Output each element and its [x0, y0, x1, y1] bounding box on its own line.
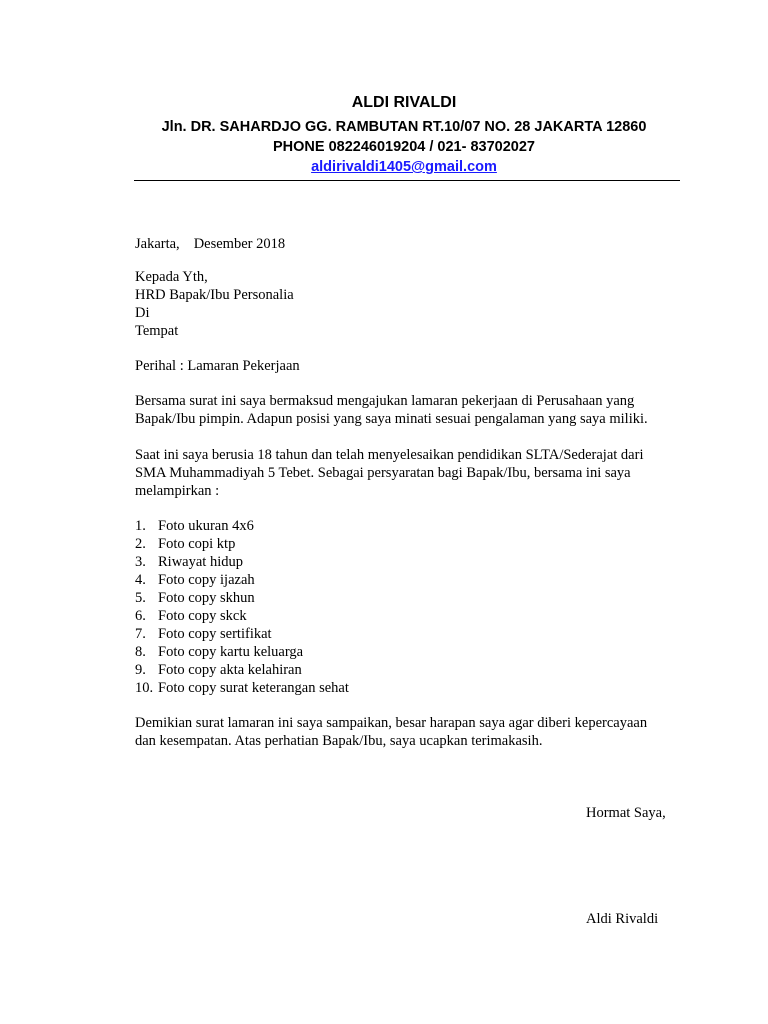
list-text: Foto copy kartu keluarga [158, 644, 304, 660]
list-text: Foto copy ijazah [158, 572, 255, 588]
recipient-line: Di [135, 305, 150, 321]
list-text: Foto copy sertifikat [158, 626, 272, 642]
paragraph-line: Bapak/Ibu pimpin. Adapun posisi yang saya minati sesuai pengalaman yang saya miliki. [135, 411, 648, 427]
recipient-line: Tempat [135, 323, 179, 339]
list-number: 5. [135, 590, 146, 606]
paragraph-line: Demikian surat lamaran ini saya sampaikan, besar harapan saya agar diberi kepercayaan [135, 715, 648, 731]
list-number: 6. [135, 608, 146, 624]
list-number: 9. [135, 662, 146, 678]
paragraph-line: melampirkan : [135, 483, 220, 499]
subject-line: Perihal : Lamaran Pekerjaan [135, 358, 300, 374]
closing-greeting: Hormat Saya, [586, 805, 666, 821]
letter-date-value: Desember 2018 [193, 236, 286, 252]
paragraph-background [135, 446, 680, 500]
list-item [135, 571, 680, 589]
list-item [135, 625, 680, 643]
list-text: Foto ukuran 4x6 [158, 518, 254, 534]
recipient-block [135, 268, 680, 340]
recipient-line: HRD Bapak/Ibu Personalia [135, 287, 294, 303]
list-number: 8. [135, 644, 146, 660]
list-text: Foto copy skck [158, 608, 247, 624]
list-text: Foto copy surat keterangan sehat [158, 680, 349, 696]
paragraph-line: dan kesempatan. Atas perhatian Bapak/Ibu, saya ucapkan terimakasih. [135, 733, 543, 749]
recipient-line: Kepada Yth, [135, 269, 208, 285]
list-item [135, 535, 680, 553]
list-text: Foto copy akta kelahiran [158, 662, 302, 678]
header-divider [134, 180, 680, 181]
sender-address: Jln. DR. SAHARDJO GG. RAMBUTAN RT.10/07 NO. 28 JAKARTA 12860 [161, 119, 647, 135]
sender-email-link[interactable]: aldirivaldi1405@gmail.com [311, 159, 497, 175]
list-text: Foto copy skhun [158, 590, 255, 606]
sender-name: ALDI RIVALDI [351, 94, 457, 111]
list-item [135, 589, 680, 607]
sender-phone: PHONE 082246019204 / 021- 83702027 [272, 139, 535, 155]
letter-subject [135, 357, 680, 375]
list-item [135, 643, 680, 661]
list-item [135, 679, 680, 697]
paragraph-closing [135, 714, 680, 750]
list-item [135, 607, 680, 625]
list-item [135, 553, 680, 571]
paragraph-line: SMA Muhammadiyah 5 Tebet. Sebagai persyaratan bagi Bapak/Ibu, bersama ini saya [135, 465, 631, 481]
list-number: 1. [135, 518, 146, 534]
paragraph-line: Bersama surat ini saya bermaksud mengajukan lamaran pekerjaan di Perusahaan yang [135, 393, 635, 409]
list-item [135, 661, 680, 679]
signature-name: Aldi Rivaldi [586, 911, 659, 927]
paragraph-line: Saat ini saya berusia 18 tahun dan telah menyelesaikan pendidikan SLTA/Sederajat dari [135, 447, 644, 463]
list-item [135, 517, 680, 535]
list-text: Foto copi ktp [158, 536, 236, 552]
list-number: 4. [135, 572, 146, 588]
list-number: 3. [135, 554, 146, 570]
paragraph-intro [135, 392, 680, 428]
letter-place: Jakarta, [135, 236, 180, 252]
list-number: 10. [135, 680, 154, 696]
list-text: Riwayat hidup [158, 554, 243, 570]
letter-date [135, 235, 680, 253]
attachment-list [135, 517, 680, 697]
list-number: 2. [135, 536, 146, 552]
list-number: 7. [135, 626, 146, 642]
